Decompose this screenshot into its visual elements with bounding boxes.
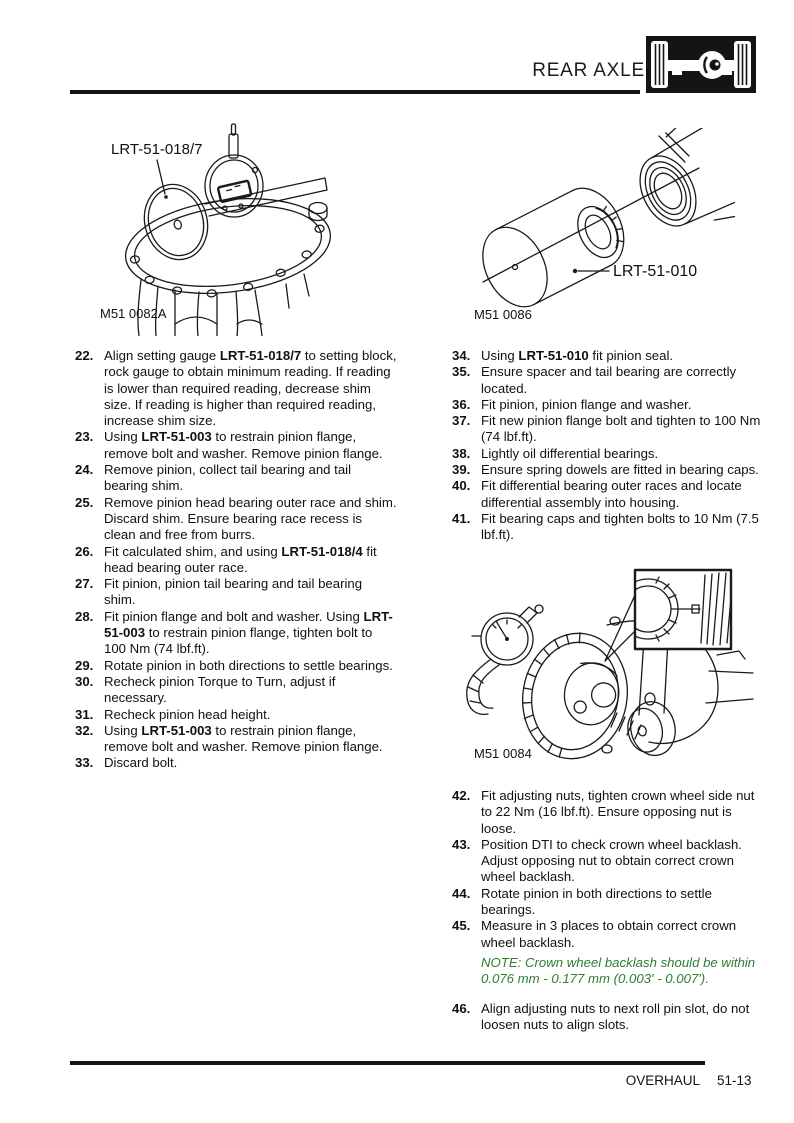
footer-section-label: OVERHAUL [625, 1073, 700, 1088]
step-number: 41. [452, 510, 471, 526]
inset-leader-lines [605, 595, 635, 661]
step-text: Lightly oil differential bearings. [481, 445, 659, 461]
step-item-24 [75, 462, 397, 495]
page-title: REAR AXLE [532, 60, 645, 81]
figure-crown-wheel-backlash-check [455, 563, 755, 773]
header-rule [70, 90, 640, 94]
step-item-43 [452, 837, 768, 886]
step-number: 34. [452, 348, 471, 363]
step-number: 40. [452, 478, 471, 494]
step-text: Discard bolt. [104, 755, 178, 771]
step-number: 35. [452, 364, 471, 380]
step-number: 36. [452, 396, 471, 412]
step-item-38 [452, 446, 768, 462]
step-number: 24. [75, 462, 94, 478]
tool-code: LRT-51-003 [141, 429, 212, 445]
step-text: Fit calculated shim, and using LRT-51-018/4 fit head bearing outer race. [104, 543, 377, 575]
figure-caption: M51 0084 [474, 746, 532, 761]
step-text: Recheck pinion Torque to Turn, adjust if necessary. [104, 673, 336, 706]
rear-axle-icon [646, 36, 756, 93]
step-text: Remove pinion, collect tail bearing and tail bearing shim. [104, 462, 352, 494]
step-number: 44. [452, 885, 471, 901]
step-text: Fit pinion flange and bolt and washer. Using LRT-51-003 to restrain pinion flange, tighten bolt to 100 Nm (74 lbf.ft). [104, 608, 393, 657]
step-number: 26. [75, 543, 94, 559]
step-text: Fit bearing caps and tighten bolts to 10 Nm (7.5 lbf.ft). [481, 510, 759, 543]
differential-flange [120, 188, 336, 307]
step-number: 27. [75, 576, 94, 592]
step-text: Measure in 3 places to obtain correct crown wheel backlash. [481, 918, 737, 950]
step-number: 39. [452, 462, 471, 478]
figure-caption: M51 0082A [100, 306, 167, 321]
tool-code: LRT-51-003 [104, 608, 393, 641]
pinion-flange [623, 698, 680, 761]
step-text: Fit adjusting nuts, tighten crown wheel side nut to 22 Nm (16 lbf.ft). Ensure opposing nut is loose. [481, 788, 755, 836]
figure-label: LRT-51-010 [613, 263, 698, 280]
step-text: Using LRT-51-003 to restrain pinion flange, remove bolt and washer. Remove pinion flange. [104, 429, 383, 461]
step-item-29 [75, 658, 397, 674]
step-text: Fit pinion, pinion tail bearing and tail bearing shim. [104, 576, 363, 608]
step-text: Rotate pinion in both directions to settle bearings. [481, 885, 712, 918]
spline-shaft-lines [659, 133, 689, 162]
pinion-housing-nose [619, 128, 735, 253]
setting-gauge-disc [136, 177, 217, 267]
step-number: 25. [75, 494, 94, 510]
steps-22-33 [75, 348, 397, 772]
step-number: 43. [452, 836, 471, 852]
step-number: 28. [75, 608, 94, 624]
step-number: 42. [452, 788, 471, 803]
seal-installer-cylinder [470, 177, 636, 317]
figure-label: LRT-51-018/7 [111, 141, 203, 158]
step-item-45 [452, 918, 768, 951]
step-item-30 [75, 674, 397, 707]
step-item-22 [75, 348, 397, 429]
step-text: Ensure spacer and tail bearing are correctly located. [481, 364, 737, 396]
step-item-27 [75, 576, 397, 609]
step-text: Fit pinion, pinion flange and washer. [481, 396, 692, 412]
step-text: Position DTI to check crown wheel backlash. Adjust opposing nut to obtain correct crown wheel backlash. [481, 836, 742, 885]
step-item-36 [452, 397, 768, 413]
step-number: 23. [75, 429, 94, 445]
housing-legs [138, 274, 309, 336]
step-text: Align setting gauge LRT-51-018/7 to setting block, rock gauge to obtain minimum reading. If reading is lower than required reading, decrease shim size. If reading is higher than required reading, increase shim size. [104, 348, 397, 429]
step-text: Rotate pinion in both directions to settle bearings. [104, 657, 393, 673]
step-number: 45. [452, 918, 471, 934]
note-text: NOTE: Crown wheel backlash should be within 0.076 mm - 0.177 mm (0.003' - 0.007'). [481, 954, 756, 987]
step-number: 32. [75, 722, 94, 738]
dial-indicator [205, 124, 263, 217]
step-item-28 [75, 609, 397, 658]
step-item-25 [75, 495, 397, 544]
tool-code: LRT-51-003 [141, 722, 212, 738]
step-number: 33. [75, 755, 94, 771]
step-text: Using LRT-51-003 to restrain pinion flange, remove bolt and washer. Remove pinion flange. [104, 722, 383, 755]
step-item-33 [75, 755, 397, 771]
step-item-46 [452, 1001, 768, 1034]
step-number: 29. [75, 657, 94, 673]
step-item-37 [452, 413, 768, 446]
step-item-32 [75, 723, 397, 756]
tool-code: LRT-51-018/7 [219, 348, 302, 363]
tool-code: LRT-51-010 [518, 348, 589, 363]
step-item-35 [452, 364, 768, 397]
step-text: Using LRT-51-010 fit pinion seal. [481, 348, 674, 363]
steps-42-46 [452, 788, 768, 1033]
inset-detail [618, 570, 733, 649]
figure-caption: M51 0086 [474, 307, 532, 322]
step-item-42 [452, 788, 768, 837]
step-number: 46. [452, 1000, 471, 1016]
step-item-40 [452, 478, 768, 511]
step-number: 37. [452, 413, 471, 429]
step-text: Fit differential bearing outer races and locate differential assembly into housing. [481, 478, 742, 510]
step-item-26 [75, 544, 397, 577]
step-text: Recheck pinion head height. [104, 706, 271, 722]
footer-page-number: 51-13 [717, 1073, 752, 1088]
step-number: 38. [452, 445, 471, 461]
step-item-41 [452, 511, 768, 544]
step-item-44 [452, 886, 768, 919]
step-text: Remove pinion head bearing outer race and shim. Discard shim. Ensure bearing race recess is clean and free from burrs. [104, 494, 397, 543]
figure-setting-gauge-on-housing [78, 118, 340, 336]
step-number: 31. [75, 706, 94, 722]
footer-rule [70, 1061, 705, 1065]
steps-34-41 [452, 348, 768, 544]
step-text: Align adjusting nuts to next roll pin slot, do not loosen nuts to align slots. [481, 1000, 750, 1032]
step-item-23 [75, 429, 397, 462]
step-text: Ensure spring dowels are fitted in bearing caps. [481, 462, 759, 478]
step-item-39 [452, 462, 768, 478]
step-item-34 [452, 348, 768, 364]
step-number: 30. [75, 673, 94, 689]
step-item-31 [75, 707, 397, 723]
step-text: Fit new pinion flange bolt and tighten to 100 Nm (74 lbf.ft). [481, 413, 761, 445]
tool-code: LRT-51-018/4 [281, 543, 363, 559]
figure-pinion-seal-tool [463, 128, 735, 320]
step-number: 22. [75, 348, 94, 363]
